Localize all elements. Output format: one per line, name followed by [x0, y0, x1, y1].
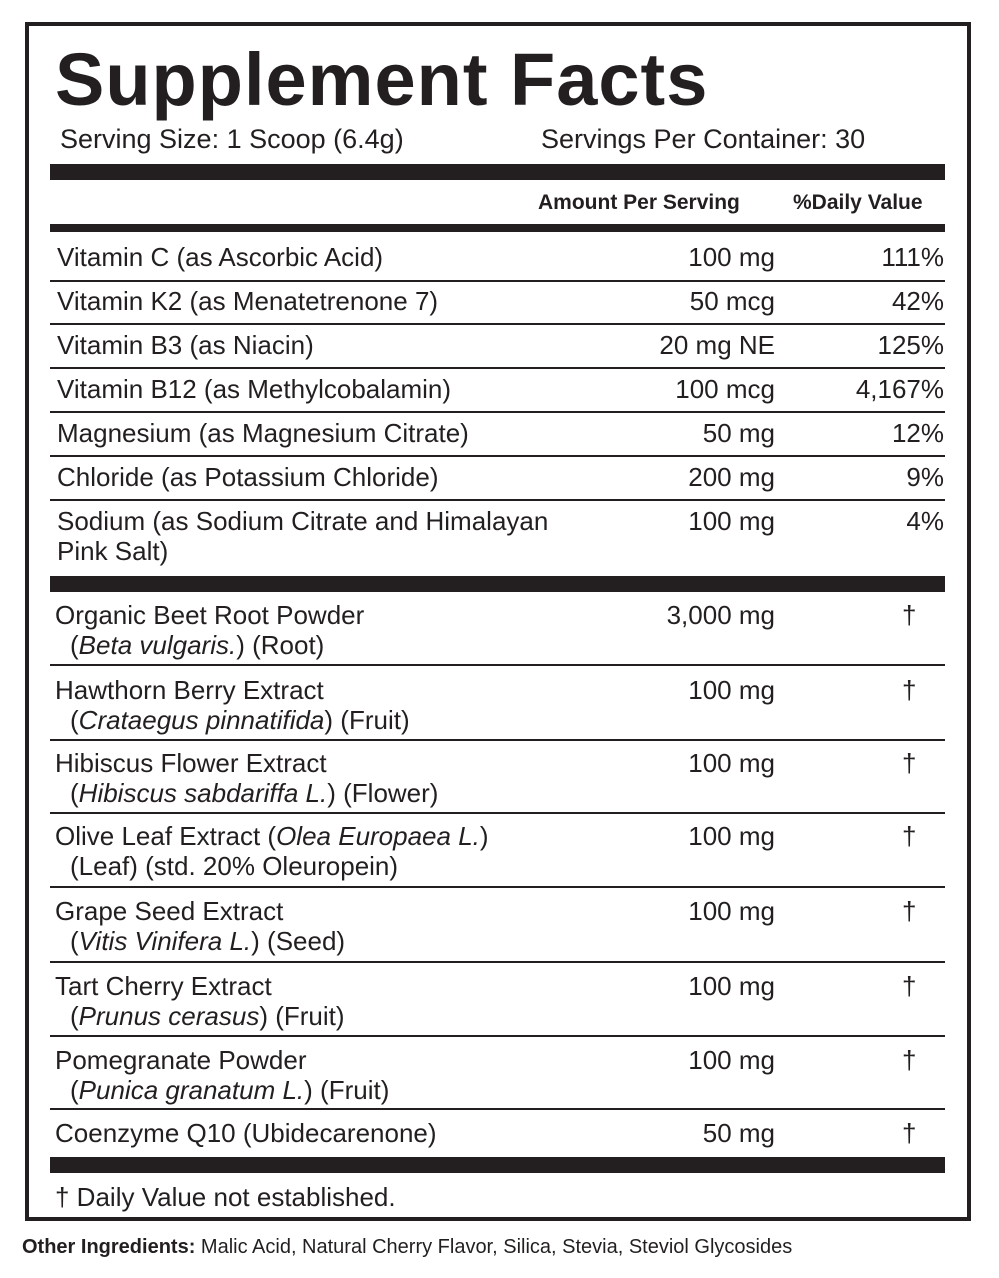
ingredient-name: Grape Seed Extract: [55, 896, 284, 926]
row-divider: [50, 499, 945, 501]
row-divider: [50, 886, 945, 888]
ingredient-source: (Punica granatum L.) (Fruit): [70, 1075, 390, 1105]
row-divider: [50, 1035, 945, 1037]
thick-divider-blend: [50, 576, 945, 592]
nutrient-name: Sodium (as Sodium Citrate and Himalayan: [57, 506, 549, 536]
latin-name: Hibiscus sabdariffa L.: [78, 778, 328, 808]
ingredient-source: (Leaf) (std. 20% Oleuropein): [70, 851, 399, 881]
ingredient-name-close: ): [479, 821, 489, 851]
row-divider: [50, 812, 945, 814]
ingredient-name: Pomegranate Powder: [55, 1045, 307, 1075]
ingredient-name: [55, 821, 489, 851]
row-divider: [50, 739, 945, 741]
dagger-mark: †: [902, 748, 917, 778]
nutrient-name: Magnesium (as Magnesium Citrate): [57, 418, 469, 448]
row-divider: [50, 323, 945, 325]
dagger-mark: †: [902, 1118, 917, 1148]
plant-part: (Fruit): [312, 1075, 390, 1105]
nutrient-name: Vitamin B12 (as Methylcobalamin): [57, 374, 452, 404]
plant-part: (Seed): [259, 926, 346, 956]
supplement-facts-panel: [25, 22, 971, 1221]
nutrient-amount: 200 mg: [688, 462, 775, 492]
nutrient-amount: 50 mg: [702, 418, 775, 448]
dagger-mark: †: [902, 600, 917, 630]
daily-value-header: %Daily Value: [793, 191, 923, 214]
latin-name: Olea Europaea L.: [276, 821, 480, 851]
nutrient-amount: 20 mg NE: [659, 330, 775, 360]
ingredient-name: Hawthorn Berry Extract: [55, 675, 324, 705]
nutrient-amount: 100 mcg: [675, 374, 775, 404]
ingredient-name: Tart Cherry Extract: [55, 971, 272, 1001]
ingredient-amount: 50 mg: [702, 1118, 775, 1148]
serving-size: Serving Size: 1 Scoop (6.4g): [60, 124, 404, 154]
ingredient-source: (Hibiscus sabdariffa L.) (Flower): [70, 778, 439, 808]
nutrient-daily-value: 4,167%: [855, 374, 944, 404]
nutrient-name: Vitamin K2 (as Menatetrenone 7): [57, 286, 439, 316]
ingredient-amount: 100 mg: [688, 821, 775, 851]
ingredient-source: (Prunus cerasus) (Fruit): [70, 1001, 345, 1031]
nutrient-amount: 50 mcg: [689, 286, 775, 316]
latin-name: Vitis Vinifera L.: [78, 926, 252, 956]
ingredient-source: (Vitis Vinifera L.) (Seed): [70, 926, 346, 956]
dagger-mark: †: [902, 971, 917, 1001]
amount-per-serving-header: Amount Per Serving: [538, 191, 740, 214]
dagger-mark: †: [902, 896, 917, 926]
nutrient-daily-value: 9%: [906, 462, 944, 492]
latin-name: Crataegus pinnatifida: [78, 705, 325, 735]
plant-part: (Flower): [335, 778, 439, 808]
ingredient-name: Coenzyme Q10 (Ubidecarenone): [55, 1118, 437, 1148]
dagger-mark: †: [902, 821, 917, 851]
row-divider: [50, 411, 945, 413]
ingredient-source: (Beta vulgaris.) (Root): [70, 630, 325, 660]
row-divider: [50, 455, 945, 457]
ingredient-amount: 3,000 mg: [666, 600, 775, 630]
ingredient-amount: 100 mg: [688, 971, 775, 1001]
other-ingredients: [22, 1236, 792, 1259]
plant-part: (Root): [244, 630, 325, 660]
servings-per-container: Servings Per Container: 30: [541, 124, 866, 154]
thick-divider-top: [50, 164, 945, 180]
latin-name: Punica granatum L.: [78, 1075, 305, 1105]
latin-name: Beta vulgaris.: [78, 630, 237, 660]
nutrient-amount: 100 mg: [688, 506, 775, 536]
nutrient-amount: 100 mg: [688, 242, 775, 272]
ingredient-source: (Crataegus pinnatifida) (Fruit): [70, 705, 410, 735]
nutrient-daily-value: 42%: [891, 286, 944, 316]
row-divider: [50, 664, 945, 666]
nutrient-daily-value: 111%: [881, 242, 944, 272]
ingredient-name-text: Olive Leaf Extract (: [55, 821, 277, 851]
ingredient-amount: 100 mg: [688, 675, 775, 705]
row-divider: [50, 1108, 945, 1110]
plant-part: (Fruit): [268, 1001, 345, 1031]
nutrient-daily-value: 12%: [891, 418, 944, 448]
other-ingredients-label: Other Ingredients:: [22, 1236, 196, 1258]
row-divider: [50, 961, 945, 963]
latin-name: Prunus cerasus: [78, 1001, 260, 1031]
ingredient-amount: 100 mg: [688, 896, 775, 926]
thick-divider-bottom: [50, 1157, 945, 1173]
nutrient-name: Chloride (as Potassium Chloride): [57, 462, 439, 492]
dagger-mark: †: [902, 1045, 917, 1075]
ingredient-amount: 100 mg: [688, 1045, 775, 1075]
nutrient-daily-value: 4%: [906, 506, 944, 536]
plant-part: (Fruit): [333, 705, 410, 735]
daily-value-footnote: † Daily Value not established.: [55, 1182, 396, 1212]
nutrient-name: Vitamin B3 (as Niacin): [57, 330, 314, 360]
ingredient-name: Organic Beet Root Powder: [55, 600, 365, 630]
ingredient-name: Hibiscus Flower Extract: [55, 748, 327, 778]
nutrient-name: Vitamin C (as Ascorbic Acid): [57, 242, 384, 272]
nutrient-name-continued: Pink Salt): [57, 536, 169, 566]
panel-title: Supplement Facts: [55, 38, 709, 121]
other-ingredients-list: Malic Acid, Natural Cherry Flavor, Silica, Stevia, Steviol Glycosides: [195, 1236, 793, 1258]
row-divider: [50, 280, 945, 282]
thick-divider-header: [50, 224, 945, 232]
nutrient-daily-value: 125%: [877, 330, 944, 360]
ingredient-amount: 100 mg: [688, 748, 775, 778]
row-divider: [50, 367, 945, 369]
dagger-mark: †: [902, 675, 917, 705]
